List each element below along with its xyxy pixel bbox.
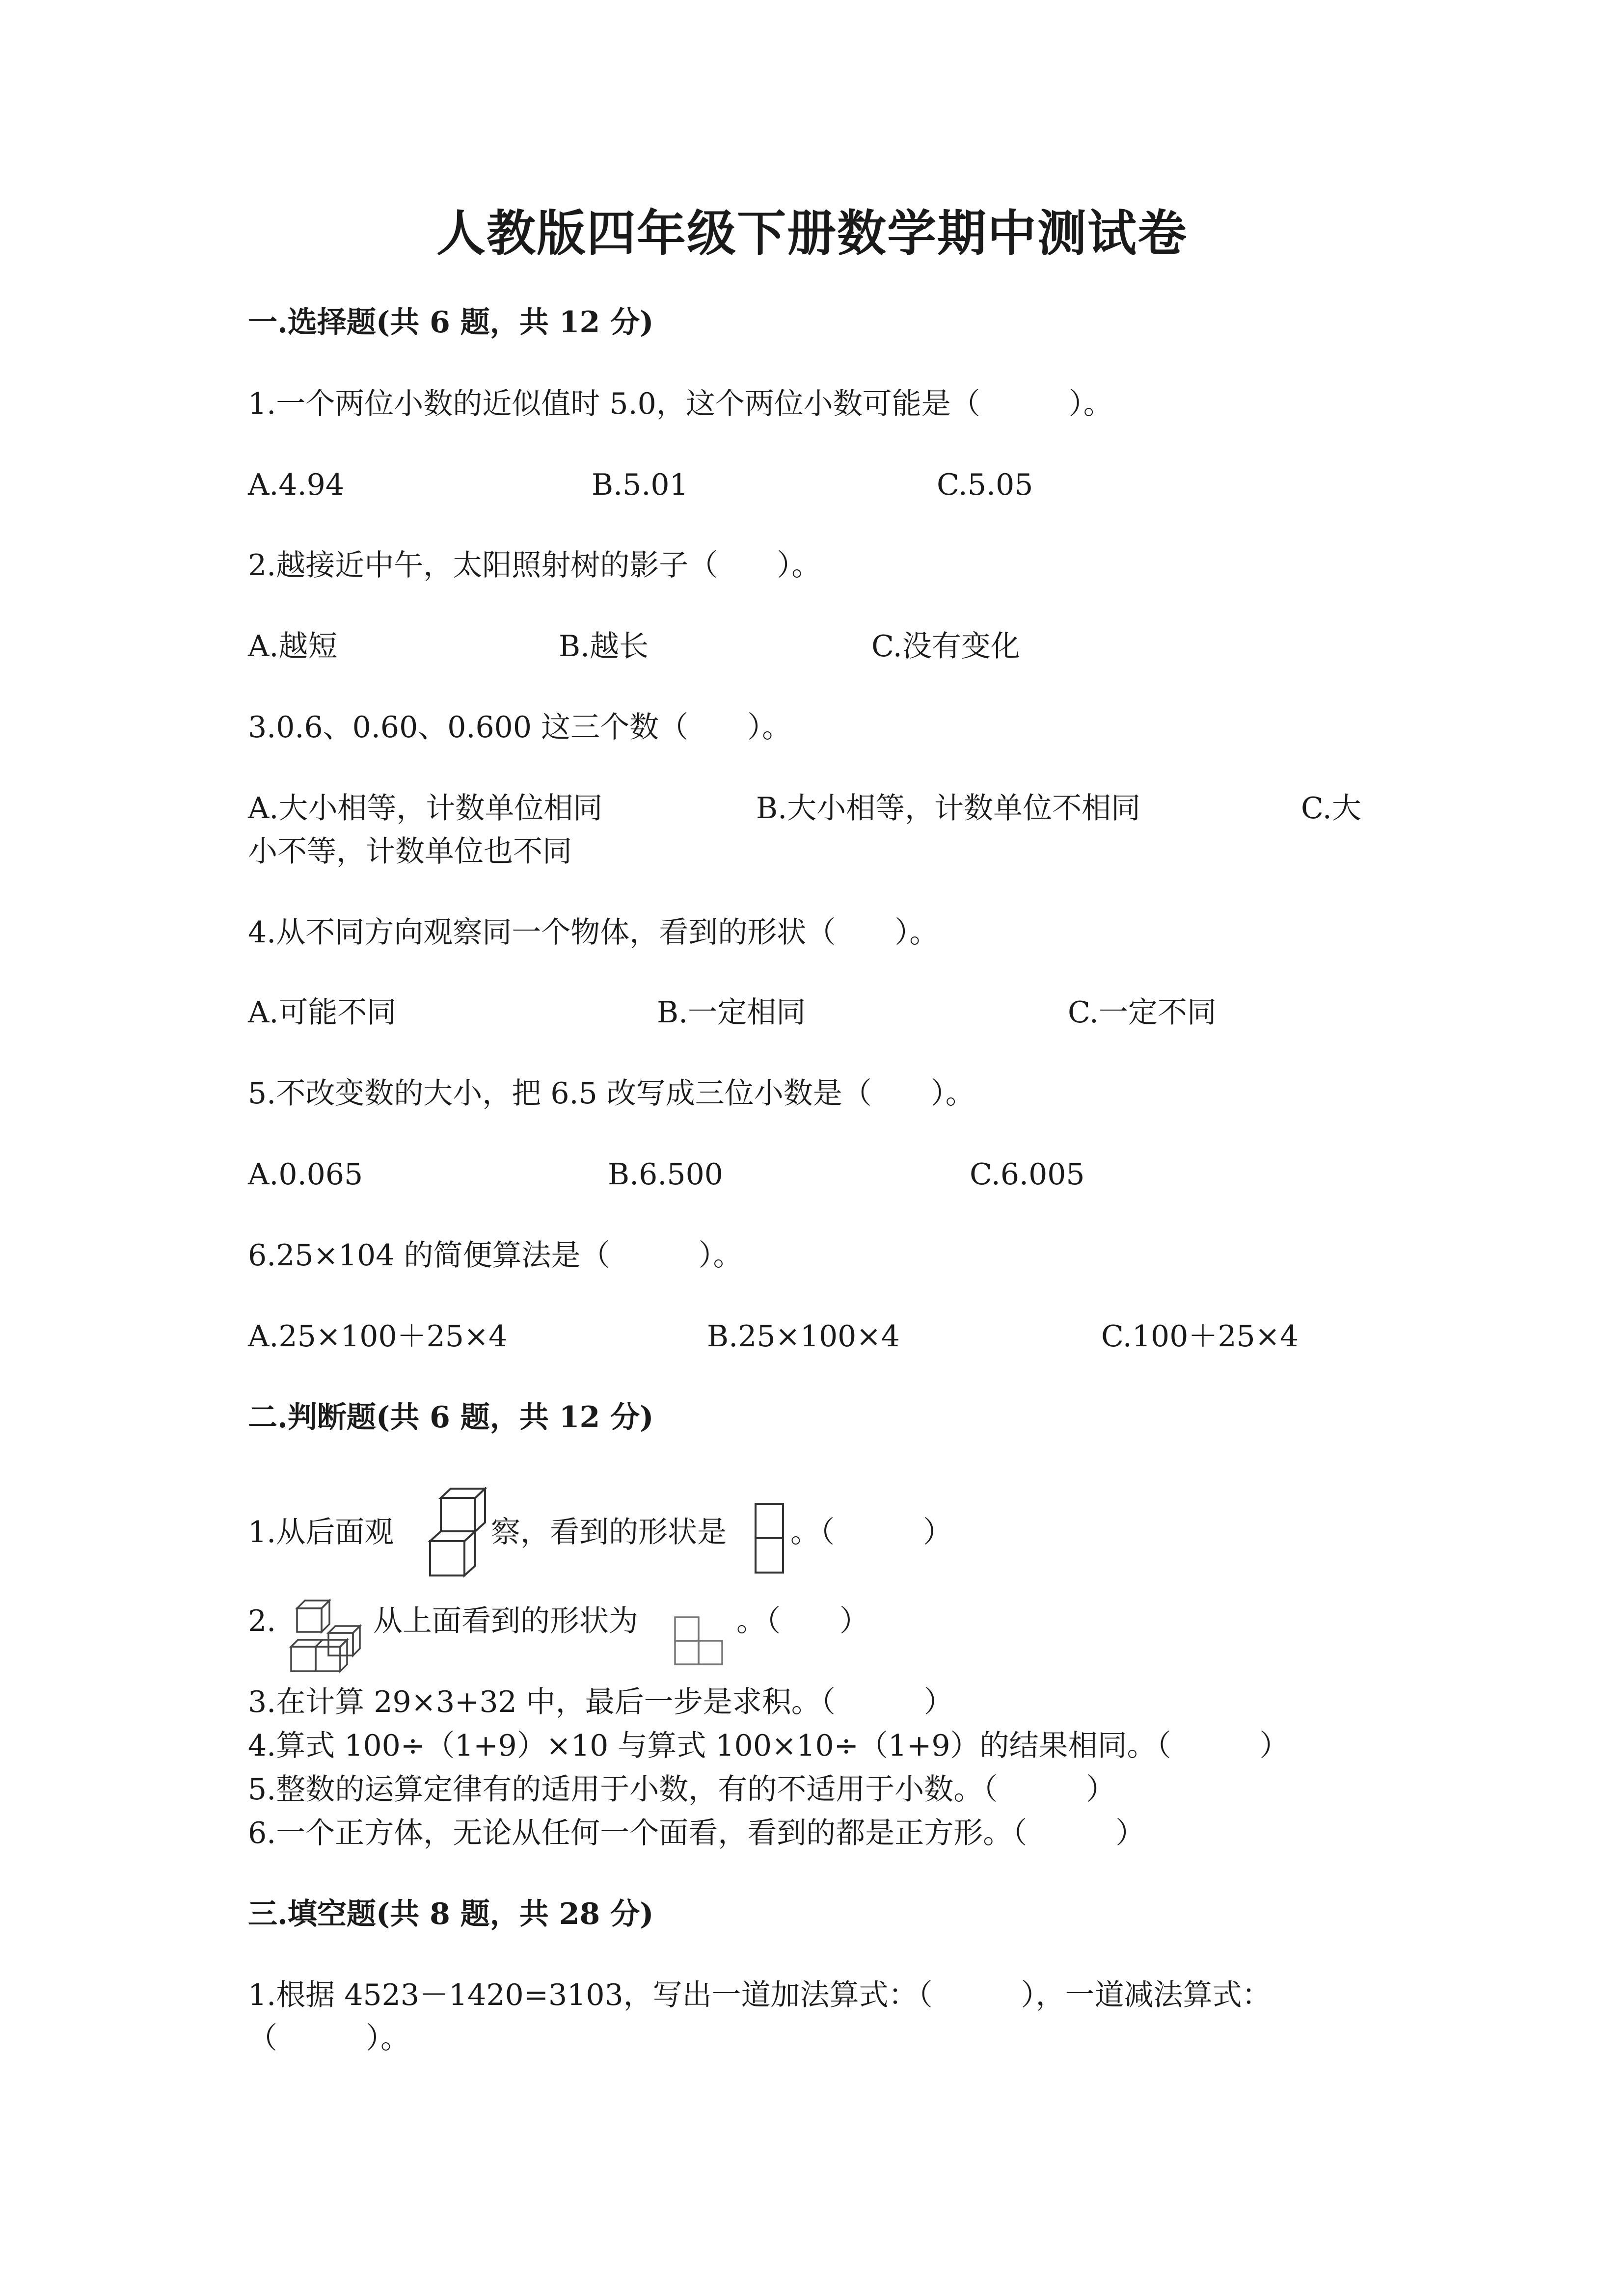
question-text: 察，看到的形状是 — [491, 1515, 727, 1549]
question-text: 3.0.6、0.60、0.600 这三个数（ ）。 — [248, 710, 792, 745]
option-a: A.可能不同 — [248, 995, 397, 1030]
question-text: 4.算式 100÷（1+9）×10 与算式 100×10÷（1+9）的结果相同。（ ） — [248, 1729, 1289, 1763]
option-c-continued: 小不等，计数单位也不同 — [248, 834, 572, 869]
question-text: 4.从不同方向观察同一个物体，看到的形状（ ）。 — [248, 915, 939, 950]
question-text: 从上面看到的形状为 — [373, 1604, 638, 1638]
option-b: B.5.01 — [592, 468, 688, 502]
question-text: 2. — [248, 1604, 276, 1638]
option-b: B.25×100×4 — [707, 1319, 900, 1354]
question-text: 。（ ） — [790, 1515, 952, 1549]
question-text: 6.一个正方体，无论从任何一个面看，看到的都是正方形。（ ） — [248, 1816, 1145, 1850]
question-text: 1.根据 4523－1420=3103，写出一道加法算式：（ ），一道减法算式： — [248, 1978, 1272, 2012]
question-text: 1.一个两位小数的近似值时 5.0，这个两位小数可能是（ ）。 — [248, 387, 1113, 421]
question-text: 。（ ） — [736, 1604, 869, 1638]
section-heading-judge: 二.判断题(共 6 题，共 12 分) — [248, 1400, 654, 1435]
option-c: C.5.05 — [937, 468, 1033, 502]
option-a: A.大小相等，计数单位相同 — [248, 791, 603, 826]
question-text: 2.越接近中午，太阳照射树的影子（ ）。 — [248, 548, 821, 583]
option-a: A.25×100＋25×4 — [248, 1319, 508, 1354]
page-title: 人教版四年级下册数学期中测试卷 — [436, 204, 1188, 262]
option-c: C.6.005 — [970, 1157, 1085, 1192]
option-a: A.4.94 — [248, 468, 344, 502]
question-text: 6.25×104 的简便算法是（ ）。 — [248, 1238, 743, 1273]
question-text: 5.不改变数的大小，把 6.5 改写成三位小数是（ ）。 — [248, 1076, 975, 1111]
question-text: 3.在计算 29×3+32 中，最后一步是求积。（ ） — [248, 1685, 953, 1719]
option-c: C.一定不同 — [1068, 995, 1217, 1030]
stacked-cubes-icon — [427, 1487, 488, 1583]
top-view-grid-icon — [673, 1615, 727, 1669]
option-c: C.100＋25×4 — [1101, 1319, 1299, 1354]
option-c: C.大 — [1301, 791, 1361, 826]
option-b: B.一定相同 — [657, 995, 806, 1030]
option-b: B.越长 — [559, 629, 649, 664]
question-text: 1.从后面观 — [248, 1515, 394, 1549]
option-b: B.6.500 — [608, 1157, 723, 1192]
option-c: C.没有变化 — [871, 629, 1020, 664]
option-a: A.0.065 — [248, 1157, 363, 1192]
question-text: 5.整数的运算定律有的适用于小数，有的不适用于小数。（ ） — [248, 1772, 1116, 1807]
two-squares-stacked-icon — [754, 1502, 785, 1575]
section-heading-choice: 一.选择题(共 6 题，共 12 分) — [248, 305, 654, 340]
section-heading-fill: 三.填空题(共 8 题，共 28 分) — [248, 1897, 654, 1931]
question-text-continued: （ ）。 — [248, 2021, 410, 2056]
option-b: B.大小相等，计数单位不相同 — [756, 791, 1141, 826]
cube-arrangement-icon — [287, 1598, 366, 1676]
option-a: A.越短 — [248, 629, 338, 664]
